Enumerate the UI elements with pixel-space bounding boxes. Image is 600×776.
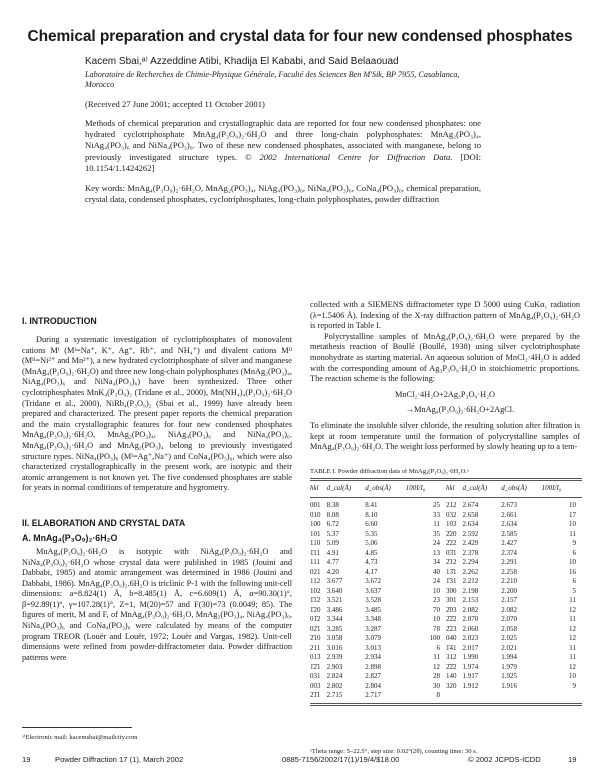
table-cell: 4.73 xyxy=(365,558,378,567)
table-cell: 01̄2 xyxy=(310,615,321,624)
table-row xyxy=(310,653,582,663)
table-cell: 11 xyxy=(569,615,576,624)
table-cell: 8.10 xyxy=(365,510,378,519)
abstract xyxy=(85,118,481,174)
table-cell: 6.72 xyxy=(326,520,339,529)
paragraph: To eliminate the insoluble silver chloride, the resulting solution after filtration is kept at room temperature until the formation of polycrystalline samples of MnAg₄(P₃O₉)₂·6H₂O. The weight loss performed by slowly heating up to a tem- xyxy=(310,420,580,452)
table-cell: 2.658 xyxy=(462,510,479,519)
table-cell: 2.200 xyxy=(501,586,517,595)
table-cell: 320 xyxy=(445,681,457,690)
table-cell: 2̄2̄2 xyxy=(445,662,457,671)
table-row xyxy=(310,520,582,530)
table-cell: 2.210 xyxy=(501,577,517,586)
table-cell: 1.979 xyxy=(501,662,517,671)
section-heading-introduction: I. INTRODUCTION xyxy=(22,316,97,326)
table-cell: 102 xyxy=(310,586,321,595)
footer-page-number-left: 19 xyxy=(22,755,31,764)
table-cell: 2̄23 xyxy=(445,624,457,633)
table-cell: 2.824 xyxy=(326,672,343,681)
table-cell: 2.939 xyxy=(326,653,343,662)
table-row xyxy=(310,577,582,587)
table-cell: 2.294 xyxy=(462,558,479,567)
table-cell: 3.521 xyxy=(326,596,343,605)
table-cell: 30 xyxy=(432,681,440,690)
table-cell: 02̄1 xyxy=(310,624,321,633)
table-cell: 2.262 xyxy=(462,567,479,576)
column-header: d_obs(Å) xyxy=(365,480,405,498)
table-cell: 13 xyxy=(432,548,440,557)
table-cell: 78 xyxy=(432,624,440,633)
table-cell: 2.674 xyxy=(462,501,479,510)
table-cell: 2.374 xyxy=(501,548,517,557)
table-cell: 2.903 xyxy=(326,662,343,671)
table-cell: 2.153 xyxy=(462,596,479,605)
table-cell: 2.378 xyxy=(462,548,479,557)
table-cell: 010 xyxy=(310,510,321,519)
column-header: d_cal(Å) xyxy=(327,480,366,498)
table-cell: 11 xyxy=(433,520,440,529)
paper-title: Chemical preparation and crystal data for four new condensed phosphates xyxy=(27,28,573,45)
table-cell: 2̄20 xyxy=(445,529,457,538)
table-cell: 2̄2̄2 xyxy=(445,615,457,624)
table-cell: 2.827 xyxy=(365,672,381,681)
paragraph: Polycrystalline samples of MnAg₄(P₃O₉)₂·6H₂O were prepared by the metathesis reaction of Boullé (Boullé, 1938) using silver cyclotriphosphate monohydrate as starting material. An aqueous solution of MnCl₂·4H₂O is added with the corresponding amount of Ag₃P₃O₉·H₂O in stoichiometric proportions. The reaction scheme is the following: xyxy=(310,331,580,384)
table-cell: 1̄12 xyxy=(310,596,321,605)
table-cell: 12 xyxy=(569,624,576,633)
table-cell: 2̄10 xyxy=(310,634,321,643)
right-column xyxy=(310,300,580,453)
table-cell: 2.934 xyxy=(365,653,381,662)
table-cell: 8.38 xyxy=(326,501,339,510)
footnote-rule xyxy=(22,727,132,728)
table-cell: 2.898 xyxy=(365,662,381,671)
table-cell: 10 xyxy=(569,520,576,529)
table-cell: 10 xyxy=(432,615,440,624)
table-cell: 8 xyxy=(436,691,440,700)
elaboration-paragraph: MnAg₄(P₃O₉)₂·6H₂O is isotypic with NiAg₄(P₃O₉)₂·6H₂O and NiNa₄(P₃O₉)₂·6H₂O whose crystal data were published in 1985 (Jouini and Dabbabi, 1985) and atomic arrangement was determined in 1986 (Jouini and Dabbabi, 1986). MnAg₄(P₃O₉)₂.6H₂O is triclinic P-1 with the following unit-cell dimensions: a=8.824(1) Å, b=8.485(1) Å, c=6.609(1) Å, α=90.30(1)°, β=92.89(1)°, γ=107.28(1)°, Z=1, M(20)=57 and F(30)=73 (0.0049; 85). The figures of merit, M and F, of MnAg₄(P₃O₉)₂·6H₂O, MnAg₂(PO₃)₄, NiAg₄(PO₃)₆, NiNa₄(PO₃)₆ and CoNa₄(PO₃)₆ were calculated by means of the computer program TREOR (Louër and Louër, 1972; Louër and Vargas, 1982). Unit-cell dimensions were refined from powder-diffractometer data. Powder diffraction patterns were xyxy=(22,546,292,662)
table-cell: 40 xyxy=(432,567,440,576)
table-cell: 021 xyxy=(310,567,321,576)
table-row xyxy=(310,568,582,578)
doi[interactable]: [DOI: 10.1154/1.1424262] xyxy=(85,151,481,173)
section-heading-elaboration: II. ELABORATION AND CRYSTAL DATA xyxy=(22,517,186,528)
column-header: d_cal(Å) xyxy=(463,480,502,498)
table-cell: 032 xyxy=(445,510,457,519)
table-cell: 24 xyxy=(432,577,440,586)
table-cell: 10 xyxy=(569,558,576,567)
footer-page-number-right: 19 xyxy=(568,755,577,764)
column-header: hkl xyxy=(446,480,463,498)
table-cell: 2.804 xyxy=(365,681,381,690)
table-cell: 12 xyxy=(569,634,576,643)
table-cell: 16 xyxy=(569,567,576,576)
table-cell: 2.634 xyxy=(462,520,479,529)
table-cell: 301 xyxy=(445,596,457,605)
table-row xyxy=(310,587,582,597)
table-cell: 300 xyxy=(445,586,457,595)
table-cell: 28 xyxy=(432,672,440,681)
table-cell: 2.429 xyxy=(462,539,479,548)
table-cell: 3.637 xyxy=(365,586,381,595)
table-cell: 2.634 xyxy=(501,520,517,529)
table-cell xyxy=(501,691,541,704)
table-footnote: ᵃTheta range: 5–22.5°, step size: 0.02°(2θ), counting time: 30 s. xyxy=(310,748,478,755)
table-cell: 2.661 xyxy=(501,510,517,519)
footer-code: 0885-7156/2002/17(1)/19/4/$18.00 xyxy=(282,755,400,764)
table-cell: 03̄1 xyxy=(445,548,457,557)
table-cell: 3.285 xyxy=(326,624,343,633)
table-cell: 1.925 xyxy=(501,672,517,681)
footnote-email: ᵃ⁾Electronic mail: kacemsbai@mailcity.com xyxy=(22,734,138,741)
table-cell: 2.070 xyxy=(501,615,517,624)
table-row xyxy=(310,615,582,625)
table-cell: 12 xyxy=(569,662,576,671)
table-cell: 6 xyxy=(572,548,576,557)
table-cell: 211 xyxy=(310,643,321,652)
footer-journal: Powder Diffraction 17 (1), March 2002 xyxy=(55,755,184,764)
table-cell: 2.673 xyxy=(501,501,517,510)
table-cell: 10 xyxy=(569,672,576,681)
table-cell: 9 xyxy=(572,681,576,690)
table-cell: 3.287 xyxy=(365,624,381,633)
table-cell: 3.013 xyxy=(365,643,381,652)
table-cell: 3.344 xyxy=(326,615,343,624)
table-cell: 2.082 xyxy=(462,605,479,614)
table-cell: 24 xyxy=(432,539,440,548)
table-cell: 11 xyxy=(569,529,576,538)
table-cell: 111 xyxy=(310,558,320,567)
table-cell: 1.990 xyxy=(462,653,479,662)
table-cell: 23 xyxy=(432,596,440,605)
table-cell: 4.17 xyxy=(365,567,378,576)
table-cell: 1.912 xyxy=(462,681,479,690)
table-cell: 001 xyxy=(310,501,321,510)
table-cell: 9 xyxy=(572,539,576,548)
table-row xyxy=(310,672,582,682)
keywords: Key words: MnAg₄(P₃O₉)₂·6H₂O, MnAg₂(PO₃)₄, NiAg₄(PO₃)₆, NiNa₄(PO₃)₆, CoNa₄(PO₃)₆, chemical preparation, crystal data, condensed phosphates, cyclotriphosphates, long-chain polyphosphates, powder diffraction xyxy=(85,183,481,205)
received-dates: (Received 27 June 2001; accepted 11 October 2001) xyxy=(85,99,265,109)
table-cell: 25 xyxy=(432,501,440,510)
footer-copyright: © 2002 JCPDS-ICDD xyxy=(468,755,541,764)
table-cell: 6.60 xyxy=(365,520,378,529)
authors: Kacem Sbai,ᵃ⁾ Azzeddine Atibi, Khadija El Kababi, and Said Belaaouad xyxy=(85,56,399,67)
table-cell: 1.974 xyxy=(462,662,479,671)
abstract-copyright: © 2002 International Centre for Diffraction Data. xyxy=(245,151,453,162)
table-cell xyxy=(446,691,463,704)
abstract-text: Methods of chemical preparation and crystallographic data are reported for four new condensed phosphates: one hydrated cyclotriphosphate MnAg₄(P₃O₉)₂·6H₂O and three long-chain polyphosphates: MnAg₂(PO₃)₄, NiAg₄(PO₃)₆ and NiNa₄(PO₃)₆. Two of these new condensed phosphates, associated with manganese, belong to previously investigated structure types. xyxy=(85,118,481,162)
powder-diffraction-table xyxy=(310,478,582,706)
table-cell: 6 xyxy=(436,643,440,652)
table-cell: 4.91 xyxy=(326,548,339,557)
table-row xyxy=(310,596,582,606)
table-cell: 212 xyxy=(445,501,457,510)
table-row xyxy=(310,511,582,521)
table-cell: 33 xyxy=(432,510,440,519)
intro-paragraph: During a systematic investigation of cyclotriphosphates of monovalent cations Mᴵ (Mᴵ=Na⁺, K⁺, Ag⁺, Rb⁺, and NH₄⁺) and divalent cations Mᴵᴵ (Mᴵᴵ=Ni²⁺ and Mn²⁺), a new hydrated cyclotriphosphate of silver and manganese (MnAg₄(P₃O₉)₂·6H₂O) and three new long-chain polyphosphates (MnAg₂(PO₃)₄, NiAg₄(PO₃)₆ and NiNa₄(PO₃)₆) have been synthesized. Three other cyclotriphosphates MnK₄(P₃O₉)₂ (Tridane et al., 2000), Mn(NH₄)₄(P₃O₉)₂·6H₂O (Tridane et al., 2000), NiRb₄(P₃O₉)₂ (Sbai et al., 1999) have already been prepared and characterized. The present paper reports the chemical preparation and the main crystallographic features for four new condensed phosphates MnAg₄(P₃O₉)₂·6H₂O, MnAg₂(PO₃)₄, NiAg₄(PO₃)₆ and NiNa₄(PO₃)₆. MnAg₄(P₃O₉)₂·6H₂O and MnAg₂(PO₃)₄ belong to previously investigated structure types. NiNa₄(PO₃)₆ (Mᴵ=Ag⁺,Na⁺) and CoNa₄(PO₃)₆, which were also characterized crystallographically in the present work, are isotypic and their atomic arrangement is not known yet. The five condensed phosphates are stable for years in normal conditions of temperature and hygrometry. xyxy=(22,335,292,493)
table-cell: 2.198 xyxy=(462,586,479,595)
table-cell: 3.640 xyxy=(326,586,343,595)
reaction-equation-line2: →MnAg₄(P₃O₉)₂·6H₂O+2AgCl. xyxy=(405,405,515,415)
table-cell: 2.157 xyxy=(501,596,517,605)
table-cell: 101 xyxy=(310,529,321,538)
table-header-row xyxy=(310,480,582,498)
table-cell: 3.058 xyxy=(326,634,343,643)
affiliation: Laboratoire de Recherches de Chimie-Physique Générale, Faculté des Sciences Ben M'Sik, BP 7955, Casablanca, Morocco xyxy=(85,70,460,89)
table-cell: 3.672 xyxy=(365,577,381,586)
table-cell: 2.060 xyxy=(462,624,479,633)
table-cell: 5.09 xyxy=(326,539,339,548)
subsection-heading-a: A. MnAg₄(P₃O₉)₂·6H₂O xyxy=(22,532,118,543)
table-cell: 1.917 xyxy=(462,672,479,681)
table-cell xyxy=(542,691,582,704)
table-cell: 4.77 xyxy=(326,558,339,567)
table-cell: 3.348 xyxy=(365,615,381,624)
table-cell: 1̄11 xyxy=(310,548,320,557)
table-row xyxy=(310,549,582,559)
table-cell: 100 xyxy=(310,520,321,529)
table-row xyxy=(310,663,582,673)
table-cell: 34 xyxy=(432,558,440,567)
table-cell: 5.06 xyxy=(365,539,378,548)
table-cell: 1̄31 xyxy=(445,577,457,586)
table-row xyxy=(310,644,582,654)
table-cell: 10 xyxy=(432,586,440,595)
table-cell: 3.079 xyxy=(365,634,381,643)
table-cell: 103 xyxy=(445,520,457,529)
table-cell: 2.717 xyxy=(365,691,381,700)
table-cell: 112 xyxy=(310,577,321,586)
table-row xyxy=(310,558,582,568)
table-cell: 2.025 xyxy=(501,634,517,643)
table-cell: 2.427 xyxy=(501,539,517,548)
column-header: d_obs(Å) xyxy=(501,480,541,498)
table-cell: 1̄20 xyxy=(310,605,321,614)
table-cell: 5.35 xyxy=(365,529,378,538)
table-cell: 2.021 xyxy=(501,643,517,652)
table-cell: 11 xyxy=(569,653,576,662)
table-cell: 312 xyxy=(445,653,457,662)
table-cell: 4.85 xyxy=(365,548,378,557)
table-row xyxy=(310,530,582,540)
table-cell: 5 xyxy=(572,586,576,595)
table-cell: 3.677 xyxy=(326,577,343,586)
table-cell: 3.485 xyxy=(365,605,381,614)
table-cell: 6 xyxy=(572,577,576,586)
table-cell: 2.070 xyxy=(462,615,479,624)
table-cell: 2̄03 xyxy=(445,605,457,614)
table-cell: 8.41 xyxy=(365,501,378,510)
table-cell: 10 xyxy=(569,501,576,510)
left-column xyxy=(22,316,292,663)
table-cell: 3.528 xyxy=(365,596,381,605)
table-cell: 2̄22 xyxy=(445,539,457,548)
reaction-equation-line1: MnCl₂·4H₂O+2Ag₃P₃O₉·H₂O xyxy=(395,389,495,399)
column-header: 100I/I₀ xyxy=(542,480,582,498)
table-cell: 140 xyxy=(445,672,457,681)
table-cell: 040 xyxy=(445,634,457,643)
table-cell: 8.08 xyxy=(326,510,339,519)
table-row xyxy=(310,691,582,704)
table-cell: 3.486 xyxy=(326,605,343,614)
table-cell: 1.916 xyxy=(501,681,517,690)
table-cell: 11 xyxy=(433,653,440,662)
table-cell: 2.592 xyxy=(462,529,479,538)
column-header: 100I/I₀ xyxy=(406,480,446,498)
table-cell: 031 xyxy=(310,672,321,681)
table-cell: 2.082 xyxy=(501,605,517,614)
table-cell: 2.058 xyxy=(501,624,517,633)
table-cell: 013 xyxy=(310,653,321,662)
table-cell: 35 xyxy=(432,529,440,538)
table-cell: 2.212 xyxy=(462,577,479,586)
table-cell: 4.20 xyxy=(326,567,339,576)
table-cell: 2.715 xyxy=(326,691,343,700)
table-cell: 11 xyxy=(569,596,576,605)
table-body xyxy=(310,498,582,705)
table-cell: 13̄1 xyxy=(445,567,457,576)
table-cell: 5.37 xyxy=(326,529,339,538)
table-cell: 1̄2̄1 xyxy=(310,662,321,671)
table-cell: 2̄12 xyxy=(445,558,457,567)
table-cell: 2.802 xyxy=(326,681,343,690)
table-cell: 2.023 xyxy=(462,634,479,643)
table-row xyxy=(310,682,582,692)
table-cell: 1̄41 xyxy=(445,643,457,652)
table-cell: 110 xyxy=(310,539,321,548)
table-cell: 2.258 xyxy=(501,567,517,576)
paragraph: collected with a SIEMENS diffractometer type D 5000 using CuKα₁ radiation (λ=1.5406 Å). Indexing of the X-ray diffraction pattern of MnAg₄(P₃O₉)₂·6H₂O is reported in Table I. xyxy=(310,300,580,331)
table-caption: TABLE I. Powder diffraction data of MnAg₄(P₃O₉)₂·6H₂O.ᵃ xyxy=(310,468,469,475)
table-row xyxy=(310,498,582,511)
table-cell: 11 xyxy=(569,643,576,652)
table-cell xyxy=(463,691,502,704)
table-cell: 2̄1̄1 xyxy=(310,691,321,700)
table-cell: 17 xyxy=(569,510,576,519)
table-cell: 003 xyxy=(310,681,321,690)
table-cell: 3.016 xyxy=(326,643,343,652)
table-cell: 2.291 xyxy=(501,558,517,567)
table-cell: 100 xyxy=(429,634,440,643)
column-header: hkl xyxy=(310,480,327,498)
table-cell: 2.017 xyxy=(462,643,479,652)
table-row xyxy=(310,634,582,644)
table-cell: 2.585 xyxy=(501,529,517,538)
table-cell: 12 xyxy=(569,605,576,614)
table-cell: 12 xyxy=(432,662,440,671)
table-row xyxy=(310,625,582,635)
table-cell: 70 xyxy=(432,605,440,614)
table-row xyxy=(310,539,582,549)
table-row xyxy=(310,606,582,616)
table-cell: 1.994 xyxy=(501,653,517,662)
